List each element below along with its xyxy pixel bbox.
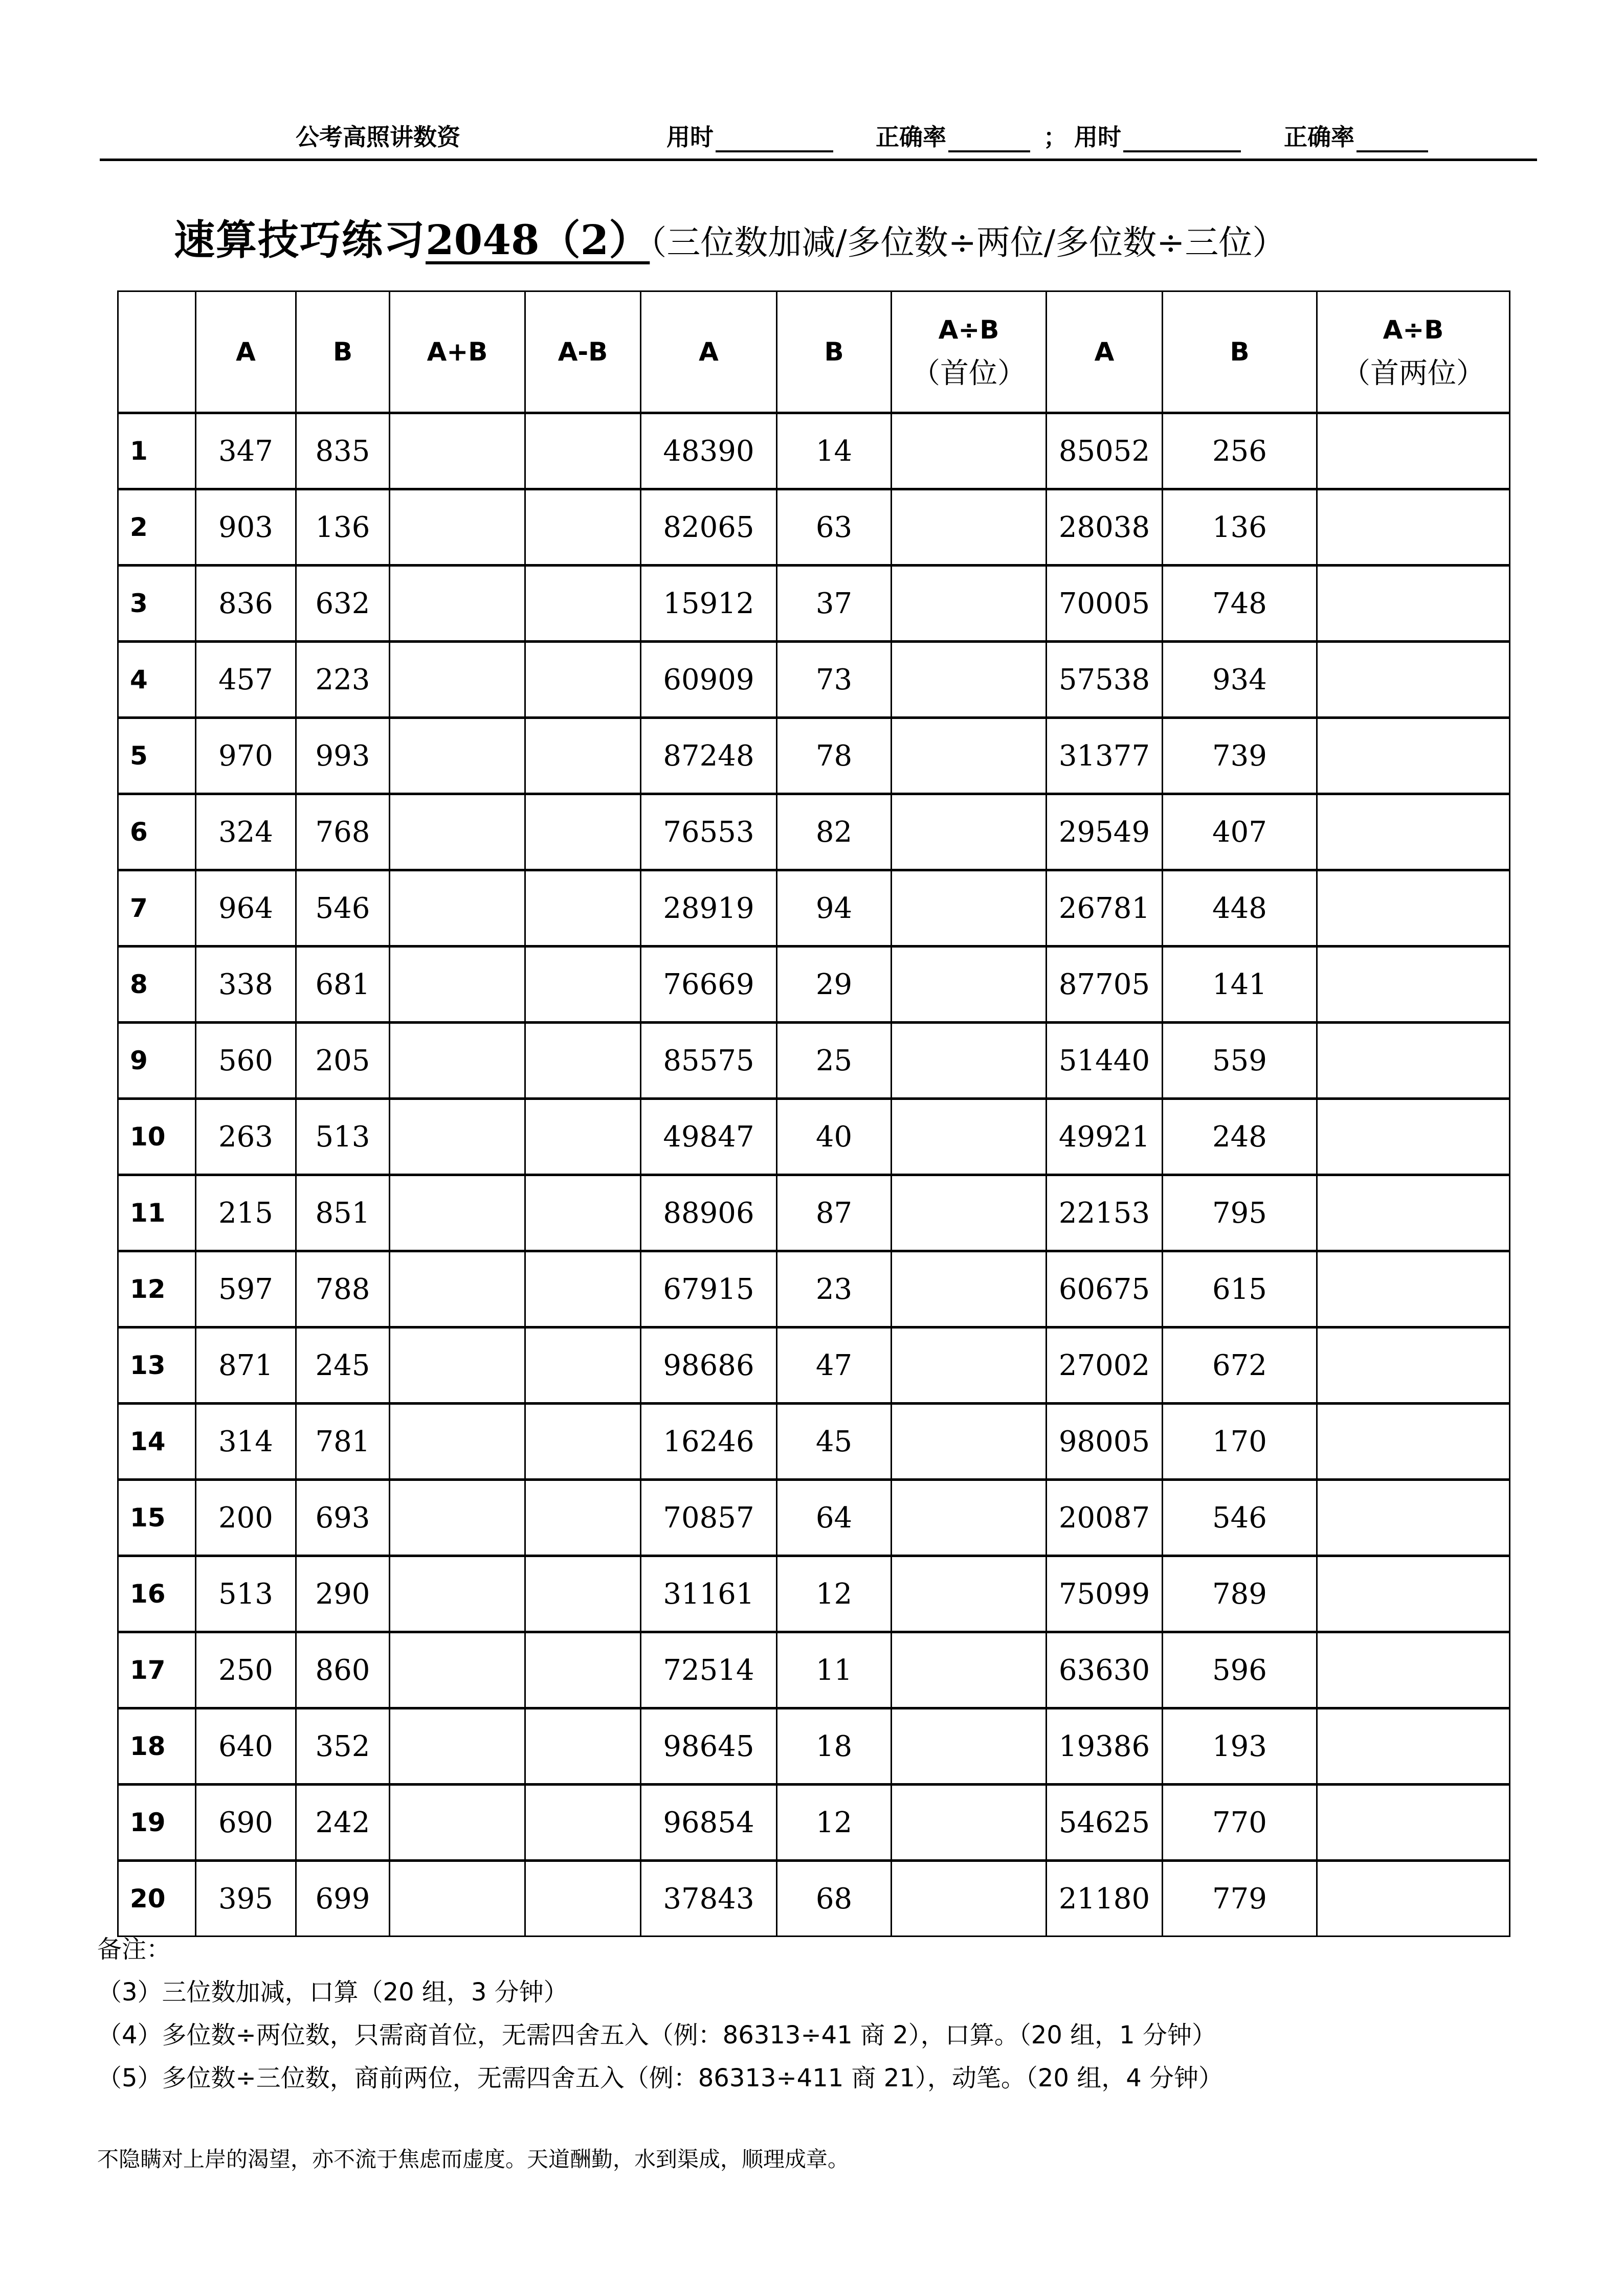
div2-a: 31161 bbox=[641, 1556, 777, 1632]
diff-answer-cell[interactable] bbox=[525, 1785, 641, 1861]
notes-section bbox=[97, 1928, 1223, 2100]
table-row bbox=[118, 1632, 1510, 1708]
column-header-sublabel: （首两位） bbox=[1342, 357, 1485, 390]
row-number: 18 bbox=[118, 1708, 196, 1785]
div2-a: 98645 bbox=[641, 1708, 777, 1785]
time-blank-1[interactable] bbox=[716, 127, 833, 152]
addsub-b: 835 bbox=[296, 413, 390, 489]
table-row bbox=[118, 1785, 1510, 1861]
diff-answer-cell[interactable] bbox=[525, 794, 641, 870]
div2-a: 98686 bbox=[641, 1327, 777, 1404]
div3-b: 596 bbox=[1163, 1632, 1317, 1708]
div3-a: 19386 bbox=[1047, 1708, 1163, 1785]
div2-answer-cell[interactable] bbox=[892, 718, 1047, 794]
div2-b: 29 bbox=[777, 947, 892, 1023]
div2-b: 11 bbox=[777, 1632, 892, 1708]
column-header bbox=[390, 291, 525, 413]
sum-answer-cell[interactable] bbox=[390, 1327, 525, 1404]
addsub-a: 690 bbox=[196, 1785, 296, 1861]
div3-b: 739 bbox=[1163, 718, 1317, 794]
column-header bbox=[641, 291, 777, 413]
div3-b: 546 bbox=[1163, 1480, 1317, 1556]
column-header-label: A÷B bbox=[1383, 315, 1444, 345]
div2-answer-cell[interactable] bbox=[892, 1480, 1047, 1556]
addsub-a: 970 bbox=[196, 718, 296, 794]
column-header-label: A bbox=[699, 337, 719, 367]
row-number: 16 bbox=[118, 1556, 196, 1632]
div3-a: 85052 bbox=[1047, 413, 1163, 489]
div2-a: 82065 bbox=[641, 489, 777, 566]
div3-answer-cell[interactable] bbox=[1317, 413, 1510, 489]
div2-a: 49847 bbox=[641, 1099, 777, 1175]
sum-answer-cell[interactable] bbox=[390, 870, 525, 947]
div2-answer-cell[interactable] bbox=[892, 489, 1047, 566]
div2-b: 14 bbox=[777, 413, 892, 489]
div3-a: 31377 bbox=[1047, 718, 1163, 794]
diff-answer-cell[interactable] bbox=[525, 718, 641, 794]
header-separator: ； bbox=[1043, 123, 1067, 151]
page-title bbox=[174, 207, 1286, 266]
sum-answer-cell[interactable] bbox=[390, 642, 525, 718]
div2-b: 12 bbox=[777, 1556, 892, 1632]
div2-a: 15912 bbox=[641, 566, 777, 642]
accuracy-label-1: 正确率 bbox=[876, 123, 946, 151]
div2-a: 48390 bbox=[641, 413, 777, 489]
diff-answer-cell[interactable] bbox=[525, 1327, 641, 1404]
column-header-label: B bbox=[332, 337, 353, 367]
div2-a: 28919 bbox=[641, 870, 777, 947]
div3-answer-cell[interactable] bbox=[1317, 1861, 1510, 1937]
time-label-1: 用时 bbox=[666, 123, 714, 151]
div2-answer-cell[interactable] bbox=[892, 947, 1047, 1023]
diff-answer-cell[interactable] bbox=[525, 1861, 641, 1937]
sum-answer-cell[interactable] bbox=[390, 718, 525, 794]
div2-b: 40 bbox=[777, 1099, 892, 1175]
div3-answer-cell[interactable] bbox=[1317, 1708, 1510, 1785]
div2-answer-cell[interactable] bbox=[892, 642, 1047, 718]
div2-a: 76553 bbox=[641, 794, 777, 870]
row-number: 11 bbox=[118, 1175, 196, 1251]
div2-answer-cell[interactable] bbox=[892, 566, 1047, 642]
diff-answer-cell[interactable] bbox=[525, 413, 641, 489]
table-row bbox=[118, 1099, 1510, 1175]
addsub-a: 871 bbox=[196, 1327, 296, 1404]
sum-answer-cell[interactable] bbox=[390, 1861, 525, 1937]
table-row bbox=[118, 566, 1510, 642]
div2-b: 87 bbox=[777, 1175, 892, 1251]
sum-answer-cell[interactable] bbox=[390, 413, 525, 489]
addsub-b: 781 bbox=[296, 1404, 390, 1480]
addsub-a: 640 bbox=[196, 1708, 296, 1785]
accuracy-blank-2[interactable] bbox=[1356, 127, 1428, 152]
div2-b: 68 bbox=[777, 1861, 892, 1937]
addsub-a: 903 bbox=[196, 489, 296, 566]
div2-answer-cell[interactable] bbox=[892, 1632, 1047, 1708]
div3-a: 57538 bbox=[1047, 642, 1163, 718]
div3-a: 98005 bbox=[1047, 1404, 1163, 1480]
div3-b: 448 bbox=[1163, 870, 1317, 947]
div2-answer-cell[interactable] bbox=[892, 1023, 1047, 1099]
div2-answer-cell[interactable] bbox=[892, 1251, 1047, 1327]
addsub-b: 768 bbox=[296, 794, 390, 870]
div3-b: 789 bbox=[1163, 1556, 1317, 1632]
div3-answer-cell[interactable] bbox=[1317, 566, 1510, 642]
note-item: （3）三位数加减，口算（20 组，3 分钟） bbox=[97, 1978, 568, 2007]
addsub-b: 242 bbox=[296, 1785, 390, 1861]
div2-answer-cell[interactable] bbox=[892, 1785, 1047, 1861]
sum-answer-cell[interactable] bbox=[390, 566, 525, 642]
time-field-1[interactable] bbox=[666, 119, 833, 152]
table-row bbox=[118, 1327, 1510, 1404]
div3-a: 54625 bbox=[1047, 1785, 1163, 1861]
row-number: 13 bbox=[118, 1327, 196, 1404]
addsub-b: 546 bbox=[296, 870, 390, 947]
addsub-b: 860 bbox=[296, 1632, 390, 1708]
div2-a: 67915 bbox=[641, 1251, 777, 1327]
div3-answer-cell[interactable] bbox=[1317, 947, 1510, 1023]
sum-answer-cell[interactable] bbox=[390, 1023, 525, 1099]
div3-b: 795 bbox=[1163, 1175, 1317, 1251]
row-number: 3 bbox=[118, 566, 196, 642]
row-number: 9 bbox=[118, 1023, 196, 1099]
div3-b: 170 bbox=[1163, 1404, 1317, 1480]
table-row bbox=[118, 1175, 1510, 1251]
column-header bbox=[1047, 291, 1163, 413]
div3-b: 615 bbox=[1163, 1251, 1317, 1327]
table-row bbox=[118, 794, 1510, 870]
column-header-label: A bbox=[1094, 337, 1115, 367]
accuracy-field-1[interactable] bbox=[876, 119, 1030, 152]
row-number: 6 bbox=[118, 794, 196, 870]
addsub-b: 699 bbox=[296, 1861, 390, 1937]
sum-answer-cell[interactable] bbox=[390, 1708, 525, 1785]
column-header-sublabel: （首位） bbox=[911, 357, 1026, 390]
table-row bbox=[118, 642, 1510, 718]
diff-answer-cell[interactable] bbox=[525, 489, 641, 566]
div2-answer-cell[interactable] bbox=[892, 1861, 1047, 1937]
addsub-a: 250 bbox=[196, 1632, 296, 1708]
div2-answer-cell[interactable] bbox=[892, 1099, 1047, 1175]
div2-b: 12 bbox=[777, 1785, 892, 1861]
div2-a: 88906 bbox=[641, 1175, 777, 1251]
note-item: （5）多位数÷三位数，商前两位，无需四舍五入（例：86313÷411 商 21），动笔。（20 组，4 分钟） bbox=[97, 2064, 1223, 2092]
div3-answer-cell[interactable] bbox=[1317, 794, 1510, 870]
addsub-b: 851 bbox=[296, 1175, 390, 1251]
addsub-a: 200 bbox=[196, 1480, 296, 1556]
div3-a: 60675 bbox=[1047, 1251, 1163, 1327]
row-number: 15 bbox=[118, 1480, 196, 1556]
div2-a: 60909 bbox=[641, 642, 777, 718]
addsub-b: 352 bbox=[296, 1708, 390, 1785]
table-row bbox=[118, 1404, 1510, 1480]
table-row bbox=[118, 1251, 1510, 1327]
column-header bbox=[118, 291, 196, 413]
addsub-b: 693 bbox=[296, 1480, 390, 1556]
div3-answer-cell[interactable] bbox=[1317, 1023, 1510, 1099]
div3-a: 70005 bbox=[1047, 566, 1163, 642]
div3-b: 136 bbox=[1163, 489, 1317, 566]
div2-answer-cell[interactable] bbox=[892, 1556, 1047, 1632]
note-item: （4）多位数÷两位数，只需商首位，无需四舍五入（例：86313÷41 商 2），口算。（20 组，1 分钟） bbox=[97, 2021, 1216, 2050]
addsub-a: 513 bbox=[196, 1556, 296, 1632]
page-header bbox=[0, 119, 1624, 154]
column-header-label: A÷B bbox=[938, 315, 999, 345]
div3-b: 193 bbox=[1163, 1708, 1317, 1785]
div3-b: 141 bbox=[1163, 947, 1317, 1023]
table-row bbox=[118, 1480, 1510, 1556]
table-row bbox=[118, 1023, 1510, 1099]
div3-a: 49921 bbox=[1047, 1099, 1163, 1175]
div3-a: 21180 bbox=[1047, 1861, 1163, 1937]
div3-a: 63630 bbox=[1047, 1632, 1163, 1708]
title-number: 2048（2） bbox=[426, 216, 650, 264]
div3-answer-cell[interactable] bbox=[1317, 642, 1510, 718]
div3-b: 672 bbox=[1163, 1327, 1317, 1404]
title-main: 速算技巧练习 bbox=[174, 216, 426, 264]
table-row bbox=[118, 1861, 1510, 1937]
div2-b: 64 bbox=[777, 1480, 892, 1556]
accuracy-label-2: 正确率 bbox=[1284, 123, 1354, 151]
sum-answer-cell[interactable] bbox=[390, 1175, 525, 1251]
div3-b: 748 bbox=[1163, 566, 1317, 642]
div2-b: 18 bbox=[777, 1708, 892, 1785]
row-number: 1 bbox=[118, 413, 196, 489]
div3-a: 87705 bbox=[1047, 947, 1163, 1023]
column-header bbox=[296, 291, 390, 413]
diff-answer-cell[interactable] bbox=[525, 870, 641, 947]
div2-answer-cell[interactable] bbox=[892, 794, 1047, 870]
div3-a: 26781 bbox=[1047, 870, 1163, 947]
time-field-2[interactable] bbox=[1074, 119, 1241, 152]
div3-b: 770 bbox=[1163, 1785, 1317, 1861]
div3-answer-cell[interactable] bbox=[1317, 1404, 1510, 1480]
diff-answer-cell[interactable] bbox=[525, 1480, 641, 1556]
motivational-quote: 不隐瞒对上岸的渴望，亦不流于焦虑而虚度。天道酬勤，水到渠成，顺理成章。 bbox=[97, 2147, 850, 2172]
diff-answer-cell[interactable] bbox=[525, 1251, 641, 1327]
div2-answer-cell[interactable] bbox=[892, 1175, 1047, 1251]
table-row bbox=[118, 870, 1510, 947]
div3-answer-cell[interactable] bbox=[1317, 870, 1510, 947]
column-header-label: B bbox=[1230, 337, 1250, 367]
addsub-a: 263 bbox=[196, 1099, 296, 1175]
div3-answer-cell[interactable] bbox=[1317, 1632, 1510, 1708]
diff-answer-cell[interactable] bbox=[525, 1632, 641, 1708]
row-number: 12 bbox=[118, 1251, 196, 1327]
div2-a: 16246 bbox=[641, 1404, 777, 1480]
addsub-b: 632 bbox=[296, 566, 390, 642]
row-number: 17 bbox=[118, 1632, 196, 1708]
column-header bbox=[196, 291, 296, 413]
sum-answer-cell[interactable] bbox=[390, 1480, 525, 1556]
div2-b: 47 bbox=[777, 1327, 892, 1404]
table-row bbox=[118, 947, 1510, 1023]
column-header-label: A bbox=[236, 337, 256, 367]
div3-b: 559 bbox=[1163, 1023, 1317, 1099]
div2-answer-cell[interactable] bbox=[892, 1708, 1047, 1785]
addsub-b: 788 bbox=[296, 1251, 390, 1327]
sum-answer-cell[interactable] bbox=[390, 794, 525, 870]
table-body bbox=[118, 413, 1510, 1937]
column-header-label: A+B bbox=[427, 337, 488, 367]
div3-a: 75099 bbox=[1047, 1556, 1163, 1632]
div2-a: 37843 bbox=[641, 1861, 777, 1937]
diff-answer-cell[interactable] bbox=[525, 1708, 641, 1785]
addsub-a: 457 bbox=[196, 642, 296, 718]
row-number: 19 bbox=[118, 1785, 196, 1861]
div3-answer-cell[interactable] bbox=[1317, 1251, 1510, 1327]
div3-answer-cell[interactable] bbox=[1317, 489, 1510, 566]
div3-a: 20087 bbox=[1047, 1480, 1163, 1556]
sum-answer-cell[interactable] bbox=[390, 1556, 525, 1632]
addsub-b: 223 bbox=[296, 642, 390, 718]
header-divider bbox=[100, 159, 1537, 161]
addsub-a: 324 bbox=[196, 794, 296, 870]
addsub-a: 314 bbox=[196, 1404, 296, 1480]
table-row bbox=[118, 413, 1510, 489]
div2-a: 85575 bbox=[641, 1023, 777, 1099]
addsub-a: 560 bbox=[196, 1023, 296, 1099]
row-number: 5 bbox=[118, 718, 196, 794]
time-blank-2[interactable] bbox=[1123, 127, 1241, 152]
column-header-label: A-B bbox=[558, 337, 608, 367]
div2-answer-cell[interactable] bbox=[892, 1327, 1047, 1404]
sum-answer-cell[interactable] bbox=[390, 1632, 525, 1708]
addsub-a: 836 bbox=[196, 566, 296, 642]
addsub-a: 395 bbox=[196, 1861, 296, 1937]
div2-b: 73 bbox=[777, 642, 892, 718]
div2-a: 76669 bbox=[641, 947, 777, 1023]
div2-b: 78 bbox=[777, 718, 892, 794]
diff-answer-cell[interactable] bbox=[525, 1556, 641, 1632]
sum-answer-cell[interactable] bbox=[390, 1785, 525, 1861]
column-header bbox=[1163, 291, 1317, 413]
div3-answer-cell[interactable] bbox=[1317, 1785, 1510, 1861]
div3-a: 28038 bbox=[1047, 489, 1163, 566]
column-header bbox=[892, 291, 1047, 413]
div2-answer-cell[interactable] bbox=[892, 1404, 1047, 1480]
accuracy-blank-1[interactable] bbox=[948, 127, 1030, 152]
div3-a: 29549 bbox=[1047, 794, 1163, 870]
addsub-b: 290 bbox=[296, 1556, 390, 1632]
div2-b: 37 bbox=[777, 566, 892, 642]
addsub-b: 681 bbox=[296, 947, 390, 1023]
div2-b: 25 bbox=[777, 1023, 892, 1099]
diff-answer-cell[interactable] bbox=[525, 642, 641, 718]
div3-answer-cell[interactable] bbox=[1317, 1327, 1510, 1404]
div3-a: 51440 bbox=[1047, 1023, 1163, 1099]
row-number: 4 bbox=[118, 642, 196, 718]
div3-a: 27002 bbox=[1047, 1327, 1163, 1404]
title-subtitle: （三位数加减/多位数÷两位/多位数÷三位） bbox=[650, 223, 1286, 262]
row-number: 14 bbox=[118, 1404, 196, 1480]
addsub-b: 993 bbox=[296, 718, 390, 794]
div3-answer-cell[interactable] bbox=[1317, 1480, 1510, 1556]
div3-a: 22153 bbox=[1047, 1175, 1163, 1251]
sum-answer-cell[interactable] bbox=[390, 1251, 525, 1327]
column-header bbox=[525, 291, 641, 413]
diff-answer-cell[interactable] bbox=[525, 1023, 641, 1099]
sum-answer-cell[interactable] bbox=[390, 1099, 525, 1175]
table-row bbox=[118, 1708, 1510, 1785]
addsub-a: 347 bbox=[196, 413, 296, 489]
diff-answer-cell[interactable] bbox=[525, 1175, 641, 1251]
column-header bbox=[1317, 291, 1510, 413]
div3-answer-cell[interactable] bbox=[1317, 718, 1510, 794]
time-label-2: 用时 bbox=[1074, 123, 1121, 151]
column-header-label: B bbox=[824, 337, 844, 367]
diff-answer-cell[interactable] bbox=[525, 947, 641, 1023]
sum-answer-cell[interactable] bbox=[390, 1404, 525, 1480]
sum-answer-cell[interactable] bbox=[390, 489, 525, 566]
div3-answer-cell[interactable] bbox=[1317, 1099, 1510, 1175]
diff-answer-cell[interactable] bbox=[525, 1404, 641, 1480]
addsub-a: 964 bbox=[196, 870, 296, 947]
div2-b: 45 bbox=[777, 1404, 892, 1480]
row-number: 2 bbox=[118, 489, 196, 566]
notes-heading: 备注： bbox=[97, 1935, 171, 1964]
addsub-b: 205 bbox=[296, 1023, 390, 1099]
accuracy-field-2[interactable] bbox=[1284, 119, 1428, 152]
div3-answer-cell[interactable] bbox=[1317, 1175, 1510, 1251]
div2-a: 70857 bbox=[641, 1480, 777, 1556]
practice-table bbox=[117, 290, 1510, 1937]
div2-b: 63 bbox=[777, 489, 892, 566]
div3-answer-cell[interactable] bbox=[1317, 1556, 1510, 1632]
table-row bbox=[118, 489, 1510, 566]
div2-a: 72514 bbox=[641, 1632, 777, 1708]
div3-b: 934 bbox=[1163, 642, 1317, 718]
div2-a: 87248 bbox=[641, 718, 777, 794]
div2-answer-cell[interactable] bbox=[892, 413, 1047, 489]
div2-b: 94 bbox=[777, 870, 892, 947]
table-row bbox=[118, 1556, 1510, 1632]
table-header-row bbox=[118, 291, 1510, 413]
table-row bbox=[118, 718, 1510, 794]
row-number: 8 bbox=[118, 947, 196, 1023]
div2-answer-cell[interactable] bbox=[892, 870, 1047, 947]
column-header bbox=[777, 291, 892, 413]
row-number: 20 bbox=[118, 1861, 196, 1937]
addsub-a: 215 bbox=[196, 1175, 296, 1251]
addsub-a: 338 bbox=[196, 947, 296, 1023]
row-number: 7 bbox=[118, 870, 196, 947]
row-number: 10 bbox=[118, 1099, 196, 1175]
div2-b: 82 bbox=[777, 794, 892, 870]
diff-answer-cell[interactable] bbox=[525, 566, 641, 642]
sum-answer-cell[interactable] bbox=[390, 947, 525, 1023]
addsub-b: 513 bbox=[296, 1099, 390, 1175]
addsub-b: 245 bbox=[296, 1327, 390, 1404]
div2-b: 23 bbox=[777, 1251, 892, 1327]
div3-b: 779 bbox=[1163, 1861, 1317, 1937]
diff-answer-cell[interactable] bbox=[525, 1099, 641, 1175]
div3-b: 248 bbox=[1163, 1099, 1317, 1175]
brand-label: 公考高照讲数资 bbox=[296, 123, 460, 151]
addsub-b: 136 bbox=[296, 489, 390, 566]
div3-b: 407 bbox=[1163, 794, 1317, 870]
div2-a: 96854 bbox=[641, 1785, 777, 1861]
div3-b: 256 bbox=[1163, 413, 1317, 489]
addsub-a: 597 bbox=[196, 1251, 296, 1327]
